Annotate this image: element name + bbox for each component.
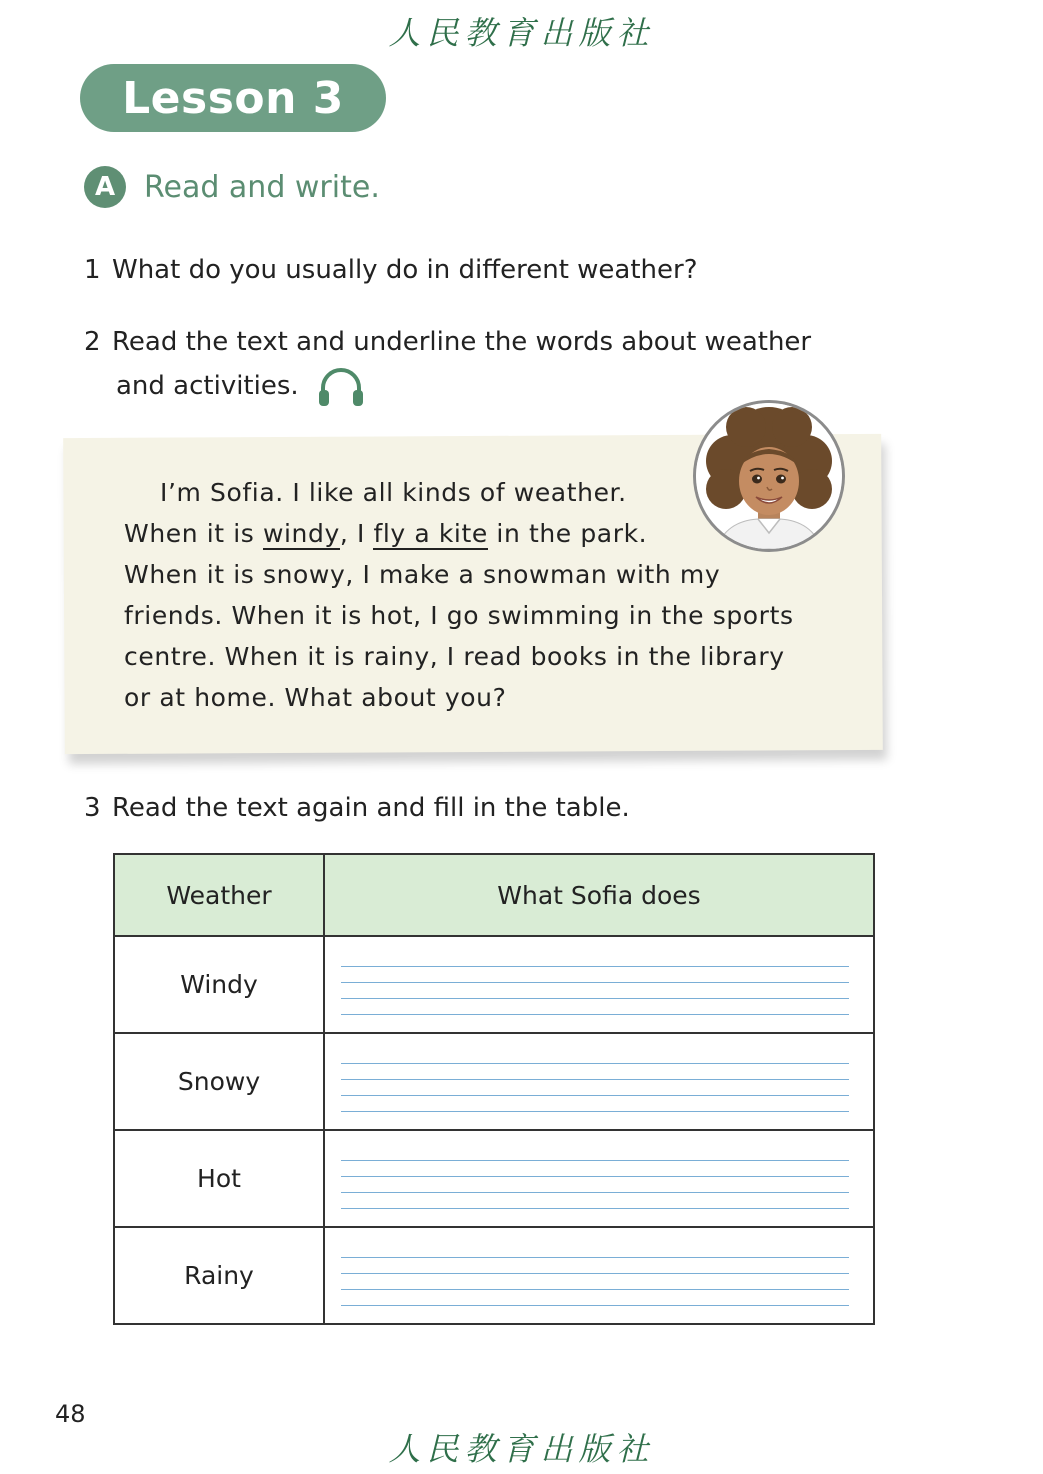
table-header-row — [114, 854, 874, 936]
passage-line-6: or at home. What about you? — [124, 683, 507, 712]
answer-writing-lines[interactable] — [324, 1033, 874, 1130]
question-1 — [84, 248, 698, 292]
weather-activity-table — [113, 853, 875, 1325]
underlined-activity-phrase: fly a kite — [373, 519, 488, 548]
weather-cell: Rainy — [114, 1227, 324, 1324]
lesson-title-badge — [80, 64, 386, 132]
passage-line-1: I’m Sofia. I like all kinds of weather. — [160, 478, 627, 507]
question-2-number: 2 — [84, 327, 101, 357]
section-title: Read and write. — [144, 169, 380, 205]
table-row — [114, 1033, 874, 1130]
publisher-logo-top: 人民教育出版社 — [388, 14, 655, 52]
table-row — [114, 1227, 874, 1324]
question-1-number: 1 — [84, 255, 101, 285]
question-2 — [84, 320, 884, 408]
weather-cell: Snowy — [114, 1033, 324, 1130]
publisher-logo-bottom: 人民教育出版社 — [388, 1430, 655, 1468]
question-2-text-line2: and activities. — [116, 371, 299, 401]
weather-cell: Windy — [114, 936, 324, 1033]
column-header-weather: Weather — [114, 854, 324, 936]
sofia-avatar — [693, 400, 845, 552]
page-number: 48 — [55, 1400, 86, 1428]
passage-line-4: friends. When it is hot, I go swimming in the sports — [124, 601, 794, 630]
answer-writing-lines[interactable] — [324, 1227, 874, 1324]
question-3-number: 3 — [84, 793, 101, 823]
passage-text: in the park. — [487, 519, 648, 548]
headphones-icon[interactable] — [315, 366, 367, 406]
table-row — [114, 936, 874, 1033]
passage-text: When it is — [124, 519, 263, 548]
section-a-header — [84, 166, 380, 208]
question-1-text: What do you usually do in different weather? — [112, 255, 698, 285]
underlined-weather-word: windy — [262, 519, 340, 548]
weather-cell: Hot — [114, 1130, 324, 1227]
answer-writing-lines[interactable] — [324, 936, 874, 1033]
section-letter-badge: A — [84, 166, 126, 208]
question-3 — [84, 786, 630, 830]
question-2-text-line1: Read the text and underline the words about weather — [112, 327, 812, 357]
column-header-activity: What Sofia does — [324, 854, 874, 936]
answer-writing-lines[interactable] — [324, 1130, 874, 1227]
lesson-title: Lesson 3 — [122, 72, 344, 124]
table-row — [114, 1130, 874, 1227]
question-3-text: Read the text again and fill in the table. — [112, 793, 630, 823]
passage-text: , I — [339, 519, 374, 548]
passage-line-5: centre. When it is rainy, I read books in the library — [124, 642, 785, 671]
passage-line-3: When it is snowy, I make a snowman with my — [124, 560, 721, 589]
